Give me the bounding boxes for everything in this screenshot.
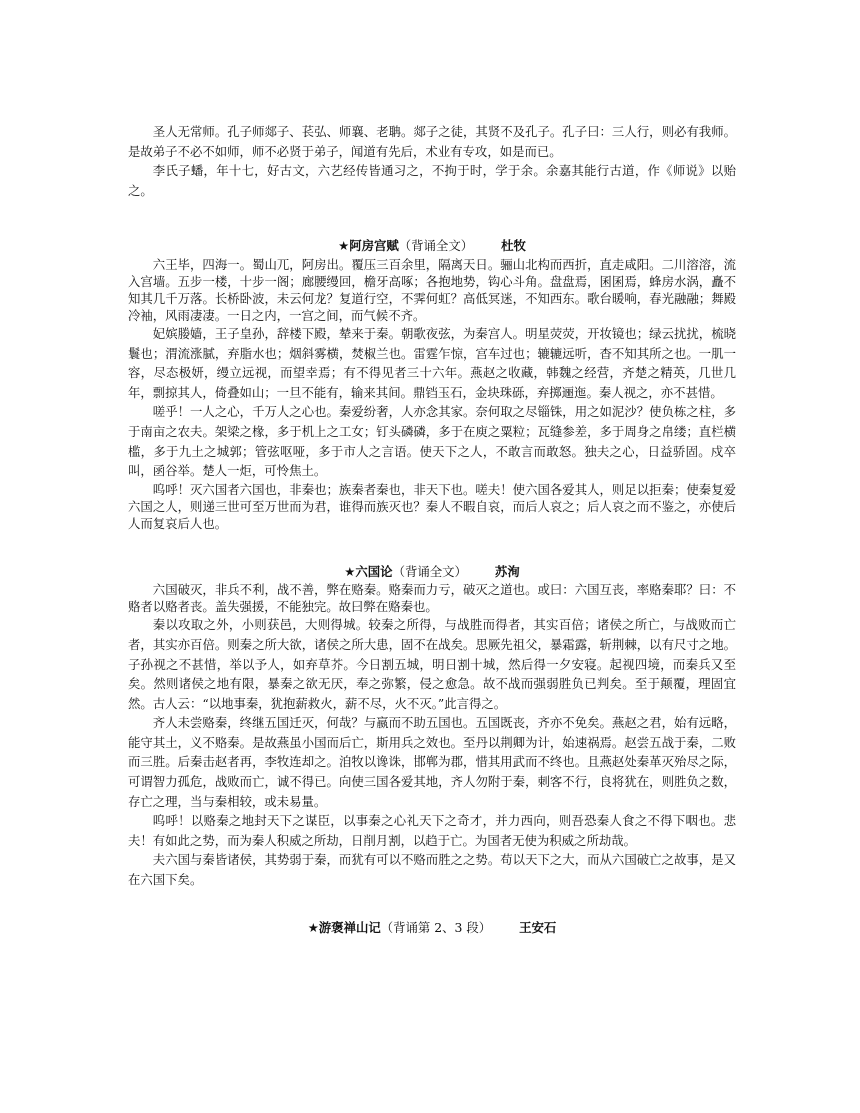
afang-paragraph-2: 妃嫔媵嫱，王子皇孙，辞楼下殿，辇来于秦。朝歌夜弦，为秦宫人。明星荧荧，开妆镜也；绿云扰扰，梳晓鬟也；渭流涨腻，弃脂水也；烟斜雾横，焚椒兰也。雷霆乍惊，宫车过也；辘辘远听，杳不知其所之也。一肌一容，尽态极妍，缦立远视，而望幸焉；有不得见者三十六年。燕赵之收藏，韩魏之经营，齐楚之精英，几世几年，剽掠其人，倚叠如山；一旦不能有，输来其间。鼎铛玉石，金块珠砾，弃掷逦迤。秦人视之，亦不甚惜。 (128, 325, 736, 400)
liuguo-heading (128, 562, 736, 582)
afang-paragraph-4: 呜呼！灭六国者六国也，非秦也；族秦者秦也，非天下也。嗟夫！使六国各爱其人，则足以拒秦；使秦复爱六国之人，则递三世可至万世而为君，谁得而族灭也？秦人不暇自哀，而后人哀之；后人哀之而不鉴之，亦使后人而复哀后人也。 (128, 481, 736, 531)
liuguo-paragraph-1: 六国破灭，非兵不利，战不善，弊在赂秦。赂秦而力亏，破灭之道也。或曰：六国互丧，率赂秦耶？曰：不赂者以赂者丧。盖失强援，不能独完。故曰弊在赂秦也。 (128, 582, 736, 615)
afang-paragraph-1: 六王毕，四海一。蜀山兀，阿房出。覆压三百余里，隔离天日。骊山北构而西折，直走咸阳。二川溶溶，流入宫墙。五步一楼，十步一阁；廊腰缦回，檐牙高啄；各抱地势，钩心斗角。盘盘焉，囷囷焉，蜂房水涡，矗不知其几千万落。长桥卧波，未云何龙？复道行空，不霁何虹？高低冥迷，不知西东。歌台暖响，春光融融；舞殿冷袖，风雨凄凄。一日之内，一宫之间，而气候不齐。 (128, 256, 736, 323)
baochan-title: ★游褒禅山记 (307, 919, 381, 935)
afang-author: 杜牧 (501, 238, 526, 254)
baochan-heading (128, 918, 736, 938)
liuguo-author: 苏洵 (494, 563, 520, 579)
afang-paragraph-3: 嗟乎！一人之心，千万人之心也。秦爱纷奢，人亦念其家。奈何取之尽锱铢，用之如泥沙？使负栋之柱，多于南亩之农夫。架梁之椽，多于机上之工女；钉头磷磷，多于在庾之粟粒；瓦缝参差，多于周身之帛缕；直栏横槛，多于九土之城郭；管弦呕哑，多于市人之言语。使天下之人，不敢言而敢怒。独夫之心，日益骄固。戍卒叫，函谷举。楚人一炬，可怜焦土。 (128, 404, 736, 479)
afang-title: ★阿房宫赋 (338, 238, 399, 254)
liuguo-paragraph-2: 秦以攻取之外，小则获邑，大则得城。较秦之所得，与战胜而得者，其实百倍；诸侯之所亡，与战败而亡者，其实亦百倍。则秦之所大欲，诸侯之所大患，固不在战矣。思厥先祖父，暴霜露，斩荆棘，以有尺寸之地。子孙视之不甚惜，举以予人，如弃草芥。今日割五城，明日割十城，然后得一夕安寝。起视四境，而秦兵又至矣。然则诸侯之地有限，暴秦之欲无厌，奉之弥繁，侵之愈急。故不战而强弱胜负已判矣。至于颠覆，理固宜然。古人云：“以地事秦，犹抱薪救火，薪不尽，火不灭。”此言得之。 (128, 617, 736, 711)
liuguo-title: ★六国论 (344, 563, 393, 579)
afang-note: （背诵全文） (398, 238, 474, 254)
baochan-note: （背诵第 2、3 段） (380, 919, 492, 935)
liuguo-paragraph-3: 齐人未尝赂秦，终继五国迁灭，何哉？与嬴而不助五国也。五国既丧，齐亦不免矣。燕赵之君，始有远略，能守其土，义不赂秦。是故燕虽小国而后亡，斯用兵之效也。至丹以荆卿为计，始速祸焉。赵尝五战于秦，二败而三胜。后秦击赵者再，李牧连却之。洎牧以谗诛，邯郸为郡，惜其用武而不终也。且燕赵处秦革灭殆尽之际，可谓智力孤危，战败而亡，诚不得已。向使三国各爱其地，齐人勿附于秦，刺客不行，良将犹在，则胜负之数，存亡之理，当与秦相较，或未易量。 (128, 715, 736, 809)
document-page (128, 122, 736, 937)
liuguo-paragraph-5: 夫六国与秦皆诸侯，其势弱于秦，而犹有可以不赂而胜之之势。苟以天下之大，而从六国破亡之故事，是又在六国下矣。 (128, 852, 736, 888)
baochan-author: 王安石 (519, 919, 557, 935)
shishuo-paragraph-1: 圣人无常师。孔子师郯子、苌弘、师襄、老聃。郯子之徒，其贤不及孔子。孔子曰：三人行，则必有我师。是故弟子不必不如师，师不必贤于弟子，闻道有先后，术业有专攻，如是而已。 (128, 124, 736, 159)
liuguo-note: （背诵全文） (392, 563, 467, 579)
afang-heading (128, 236, 736, 256)
liuguo-paragraph-4: 呜呼！以赂秦之地封天下之谋臣，以事秦之心礼天下之奇才，并力西向，则吾恐秦人食之不得下咽也。悲夫！有如此之势，而为秦人积威之所劫，日削月割，以趋于亡。为国者无使为积威之所劫哉。 (128, 813, 736, 848)
shishuo-paragraph-2: 李氏子蟠，年十七，好古文，六艺经传皆通习之，不拘于时，学于余。余嘉其能行古道，作《师说》以贻之。 (128, 163, 736, 198)
